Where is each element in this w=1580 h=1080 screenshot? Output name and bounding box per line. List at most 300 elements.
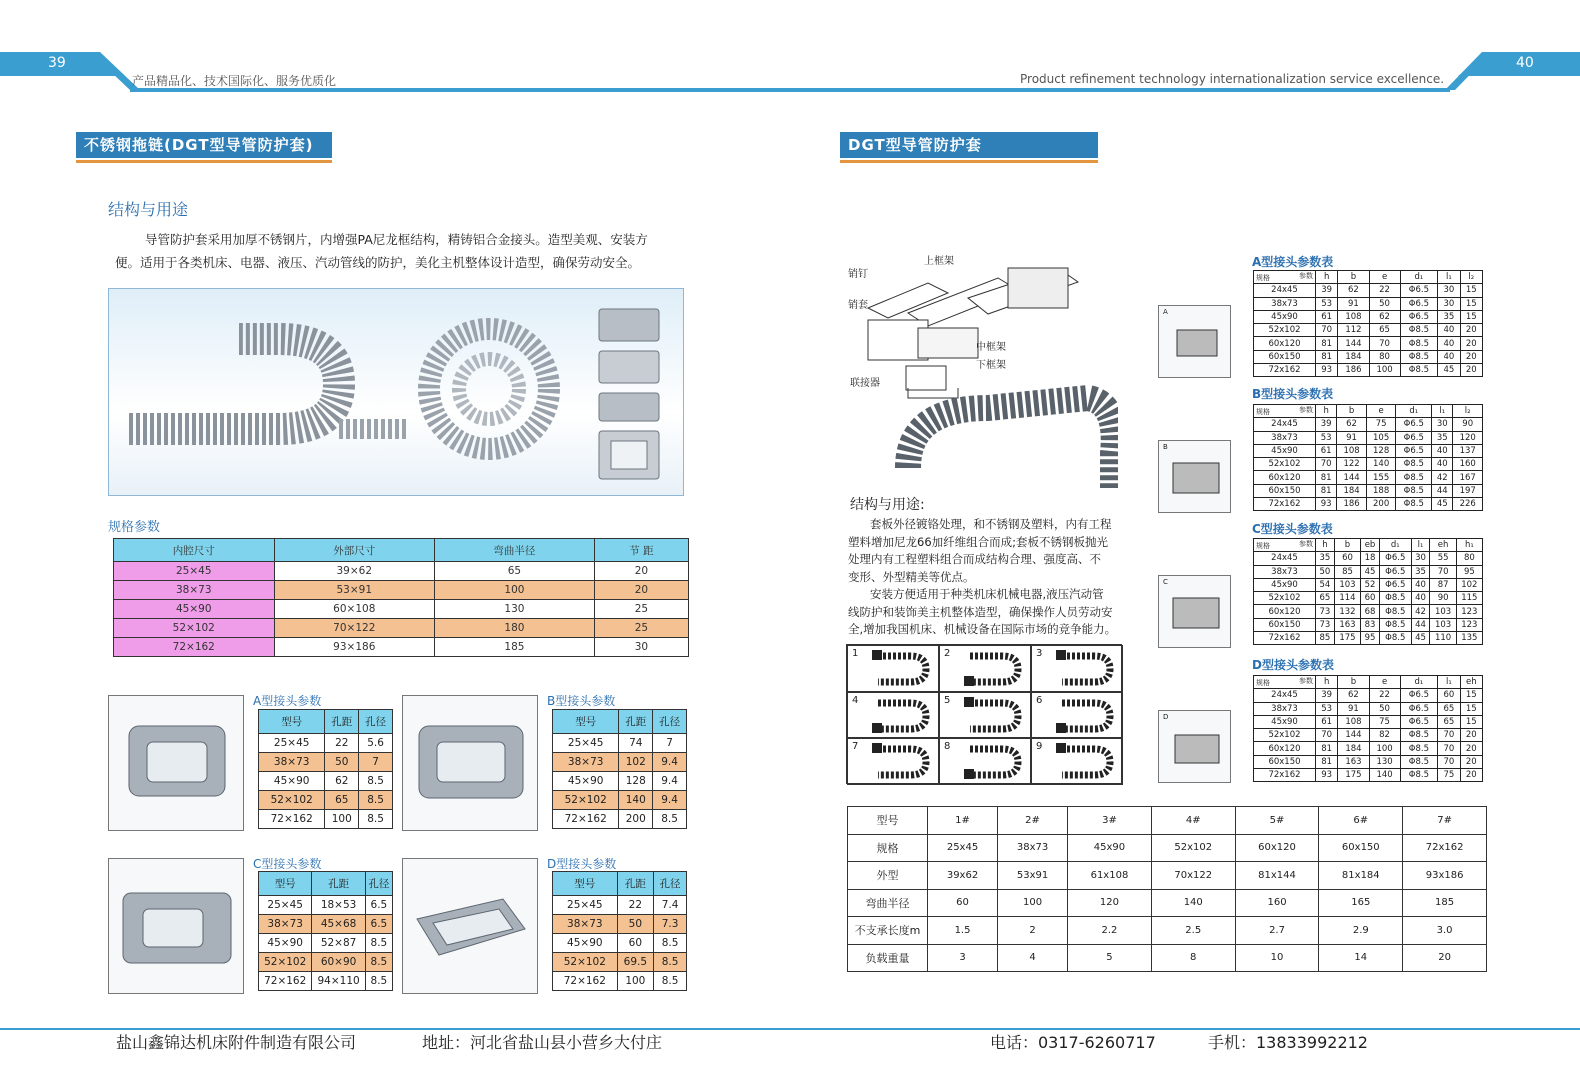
param-cell: 135 xyxy=(1456,632,1482,645)
param-table-b xyxy=(1253,404,1483,511)
joint-cell: 38×73 xyxy=(259,915,312,934)
right-text-line: 全,增加我国机床、机械设备在国际市场的竞争能力。 xyxy=(848,622,1117,636)
diag-param-label: 参数 xyxy=(1299,272,1313,280)
param-cell: 128 xyxy=(1366,444,1396,457)
param-cell: 60 xyxy=(1361,592,1380,605)
shape-cell xyxy=(939,738,1031,785)
joint-row xyxy=(259,734,393,753)
param-cell: 24x45 xyxy=(1254,552,1316,565)
param-cell: 52 xyxy=(1361,578,1380,591)
param-cell: 200 xyxy=(1366,498,1396,511)
param-cell: 226 xyxy=(1453,498,1483,511)
joint-a-title: A型接头参数 xyxy=(253,694,322,708)
param-cell: 100 xyxy=(1369,742,1400,755)
param-cell: 103 xyxy=(1334,578,1360,591)
right-section-title: DGT型导管防护套 xyxy=(840,132,1098,158)
param-header-cell: d₁ xyxy=(1379,539,1411,552)
param-cell: 22 xyxy=(1369,284,1400,297)
param-cell: 93 xyxy=(1316,498,1337,511)
param-cell: 15 xyxy=(1460,689,1482,702)
joint-cell: 18×53 xyxy=(312,896,365,915)
param-cell: 184 xyxy=(1337,484,1367,497)
param-cell: 45 xyxy=(1432,498,1453,511)
joint-cell: 100 xyxy=(617,972,653,991)
joint-cell: 50 xyxy=(617,915,653,934)
param-header-cell: l₁ xyxy=(1432,405,1453,418)
param-cell: 70 xyxy=(1438,755,1460,768)
param-table-c xyxy=(1253,538,1483,645)
param-row xyxy=(1254,578,1483,591)
param-cell: 52x102 xyxy=(1254,458,1316,471)
param-header-cell: d₁ xyxy=(1400,271,1438,284)
left-heading: 结构与用途 xyxy=(108,200,189,219)
diag-spec-label: 规格 xyxy=(1256,679,1270,688)
product-photo xyxy=(108,288,684,496)
param-cell: 144 xyxy=(1338,729,1369,742)
summary-row xyxy=(848,862,1487,890)
param-row xyxy=(1254,484,1483,497)
param-cell: 54 xyxy=(1316,578,1335,591)
joint-row xyxy=(553,810,687,829)
joint-row xyxy=(259,934,393,953)
joint-header-cell: 孔径 xyxy=(653,710,687,734)
param-cell: 38x73 xyxy=(1254,431,1316,444)
param-cell: 81 xyxy=(1316,484,1337,497)
joint-row xyxy=(259,753,393,772)
param-cell: 93 xyxy=(1316,769,1338,782)
joint-cell: 8.5 xyxy=(654,934,687,953)
param-cell: 60x150 xyxy=(1254,755,1316,768)
param-cell: 62 xyxy=(1338,284,1369,297)
summary-cell: 72x162 xyxy=(1403,834,1487,862)
param-cell: 60x120 xyxy=(1254,471,1316,484)
summary-cell: 52x102 xyxy=(1151,834,1235,862)
param-cell: 60 xyxy=(1334,552,1360,565)
joint-cell: 45×90 xyxy=(259,772,325,791)
param-cell: 15 xyxy=(1460,297,1482,310)
spec-header-cell: 节 距 xyxy=(594,539,688,562)
summary-row xyxy=(848,807,1487,835)
summary-cell: 53x91 xyxy=(998,862,1068,890)
summary-cell: 3.0 xyxy=(1403,917,1487,945)
param-cell: 91 xyxy=(1338,702,1369,715)
summary-cell: 61x108 xyxy=(1068,862,1152,890)
summary-cell: 规格 xyxy=(848,834,928,862)
param-cell: 38x73 xyxy=(1254,565,1316,578)
param-cell: 42 xyxy=(1411,605,1430,618)
spec-cell: 65 xyxy=(435,562,595,581)
joint-c-table xyxy=(258,871,393,991)
param-cell: 30 xyxy=(1438,284,1460,297)
param-cell: 80 xyxy=(1369,350,1400,363)
joint-header-row xyxy=(553,710,687,734)
param-cell: 82 xyxy=(1369,729,1400,742)
param-cell: 103 xyxy=(1430,618,1456,631)
spec-cell: 130 xyxy=(435,600,595,619)
param-cell: 91 xyxy=(1337,431,1367,444)
param-cell: 62 xyxy=(1369,310,1400,323)
joint-header-row xyxy=(259,710,393,734)
thumb-a xyxy=(1158,305,1231,378)
joint-row xyxy=(553,734,687,753)
joint-row xyxy=(259,810,393,829)
joint-cell: 5.6 xyxy=(359,734,393,753)
param-cell: 95 xyxy=(1456,565,1482,578)
joint-row xyxy=(553,791,687,810)
param-cell: 112 xyxy=(1338,324,1369,337)
param-cell: 122 xyxy=(1337,458,1367,471)
param-cell: 72x162 xyxy=(1254,498,1316,511)
joint-a-table xyxy=(258,709,393,829)
param-cell: 73 xyxy=(1316,618,1335,631)
summary-cell: 70x122 xyxy=(1151,862,1235,890)
joint-cell: 52×87 xyxy=(312,934,365,953)
joint-header-row xyxy=(553,872,687,896)
param-cell: 70 xyxy=(1369,337,1400,350)
param-cell: 186 xyxy=(1337,498,1367,511)
param-row xyxy=(1254,471,1483,484)
joint-cell: 7.4 xyxy=(654,896,687,915)
param-cell: 44 xyxy=(1411,618,1430,631)
param-cell: 175 xyxy=(1338,769,1369,782)
label-pin: 销钉 xyxy=(848,269,868,280)
spec-cell: 53×91 xyxy=(274,581,435,600)
right-text-line: 安装方便适用于种类机床机械电器,液压汽动管 xyxy=(870,587,1104,601)
mounting-shapes-grid xyxy=(846,644,1122,784)
param-cell: Φ8.5 xyxy=(1400,337,1438,350)
param-cell: 38x73 xyxy=(1254,297,1316,310)
param-row xyxy=(1254,444,1483,457)
summary-cell: 2.7 xyxy=(1235,917,1319,945)
joint-cell: 52×102 xyxy=(553,791,619,810)
thumb-letter: D xyxy=(1163,713,1169,721)
spec-cell: 45×90 xyxy=(114,600,275,619)
param-cell: 70 xyxy=(1316,324,1338,337)
param-cell: 144 xyxy=(1337,471,1367,484)
table-b-title: B型接头参数表 xyxy=(1252,387,1334,401)
spec-row xyxy=(114,581,689,600)
param-cell: 81 xyxy=(1316,350,1338,363)
joint-cell: 128 xyxy=(619,772,653,791)
summary-cell: 弯曲半径 xyxy=(848,889,928,917)
param-cell: 87 xyxy=(1430,578,1456,591)
param-cell: 45x90 xyxy=(1254,715,1316,728)
param-cell: 53 xyxy=(1316,297,1338,310)
joint-cell: 72×162 xyxy=(553,972,618,991)
joint-cell: 65 xyxy=(325,791,359,810)
param-cell: 61 xyxy=(1316,310,1338,323)
joint-d-table xyxy=(552,871,687,991)
spec-cell: 185 xyxy=(435,638,595,657)
shape-number: 6 xyxy=(1036,694,1043,706)
param-header-cell: b xyxy=(1334,539,1360,552)
spec-row xyxy=(114,562,689,581)
param-cell: 160 xyxy=(1453,458,1483,471)
joint-cell: 60 xyxy=(617,934,653,953)
param-cell: 39 xyxy=(1316,689,1338,702)
summary-cell: 81x184 xyxy=(1319,862,1403,890)
joint-cell: 7 xyxy=(653,734,687,753)
spec-cell: 70×122 xyxy=(274,619,435,638)
joint-cell: 8.5 xyxy=(365,953,392,972)
joint-row xyxy=(553,953,687,972)
param-cell: 35 xyxy=(1411,565,1430,578)
summary-cell: 不支承长度m xyxy=(848,917,928,945)
summary-cell: 100 xyxy=(998,889,1068,917)
right-text-line: 塑料增加尼龙66加纤维组合而成;套板不锈钢板抛光 xyxy=(848,534,1109,549)
joint-header-cell: 孔径 xyxy=(365,872,392,896)
param-cell: 115 xyxy=(1456,592,1482,605)
param-cell: 83 xyxy=(1361,618,1380,631)
shape-number: 8 xyxy=(944,741,951,753)
param-cell: Φ8.5 xyxy=(1400,364,1438,377)
right-text-line: 套板外径镀铬处理，和不锈钢及塑料，内有工程 xyxy=(870,517,1112,531)
summary-cell: 2.2 xyxy=(1068,917,1152,945)
param-cell: 140 xyxy=(1366,458,1396,471)
param-cell: 73 xyxy=(1316,605,1335,618)
param-cell: 50 xyxy=(1316,565,1335,578)
joint-cell: 6.5 xyxy=(365,915,392,934)
param-cell: 45x90 xyxy=(1254,310,1316,323)
param-cell: 80 xyxy=(1456,552,1482,565)
spec-header-cell: 内腔尺寸 xyxy=(114,539,275,562)
joint-d-photo xyxy=(402,858,538,994)
param-cell: 175 xyxy=(1334,632,1360,645)
joint-cell: 72×162 xyxy=(259,972,312,991)
param-row xyxy=(1254,431,1483,444)
param-cell: 108 xyxy=(1338,310,1369,323)
joint-header-cell: 孔距 xyxy=(619,710,653,734)
param-cell: 20 xyxy=(1460,337,1482,350)
shape-number: 5 xyxy=(944,694,951,706)
joint-header-cell: 型号 xyxy=(553,710,619,734)
joint-cell: 72×162 xyxy=(553,810,619,829)
summary-table xyxy=(847,806,1487,972)
joint-header-cell: 型号 xyxy=(259,872,312,896)
joint-cell: 45×68 xyxy=(312,915,365,934)
param-cell: Φ8.5 xyxy=(1379,592,1411,605)
param-cell: 93 xyxy=(1316,364,1338,377)
param-header-row xyxy=(1254,539,1483,552)
joint-cell: 38×73 xyxy=(553,915,618,934)
summary-cell: 4 xyxy=(998,944,1068,972)
right-text-line: 变形、外型精美等优点。 xyxy=(848,569,975,584)
left-para-2: 便。适用于各类机床、电器、液压、汽动管线的防护，美化主机整体设计造型，确保劳动安全。 xyxy=(115,255,641,270)
param-header-cell: b xyxy=(1337,405,1367,418)
param-cell: 65 xyxy=(1438,715,1460,728)
spec-table xyxy=(113,538,689,657)
diag-param-label: 参数 xyxy=(1299,677,1313,685)
shape-cell xyxy=(1031,645,1123,692)
right-text-line: 线防护和装饰美主机整体造型，确保操作人员劳动安 xyxy=(848,604,1113,619)
shape-cell xyxy=(939,692,1031,739)
summary-cell: 140 xyxy=(1151,889,1235,917)
param-cell: 45 xyxy=(1361,565,1380,578)
summary-cell: 60 xyxy=(928,889,998,917)
param-cell: 60x150 xyxy=(1254,484,1316,497)
param-header-row xyxy=(1254,676,1483,689)
param-cell: 53 xyxy=(1316,702,1338,715)
param-cell: 130 xyxy=(1369,755,1400,768)
left-slogan: 产品精品化、技术国际化、服务优质化 xyxy=(132,74,337,88)
joint-cell: 94×110 xyxy=(312,972,365,991)
param-header-cell: h xyxy=(1316,676,1338,689)
joint-d-title: D型接头参数 xyxy=(547,857,617,871)
param-header-cell: b xyxy=(1338,271,1369,284)
param-table-d xyxy=(1253,675,1483,782)
summary-cell: 14 xyxy=(1319,944,1403,972)
param-cell: 90 xyxy=(1430,592,1456,605)
param-cell: 100 xyxy=(1369,364,1400,377)
param-cell: 68 xyxy=(1361,605,1380,618)
param-cell: 65 xyxy=(1316,592,1335,605)
summary-cell: 1# xyxy=(928,807,998,835)
param-cell: Φ8.5 xyxy=(1396,484,1432,497)
summary-cell: 120 xyxy=(1068,889,1152,917)
param-cell: 75 xyxy=(1438,769,1460,782)
shape-cell xyxy=(847,692,939,739)
summary-cell: 20 xyxy=(1403,944,1487,972)
spec-row xyxy=(114,638,689,657)
param-cell: 95 xyxy=(1361,632,1380,645)
summary-cell: 2 xyxy=(998,917,1068,945)
param-cell: 60 xyxy=(1438,689,1460,702)
thumb-letter: A xyxy=(1163,308,1168,316)
param-cell: Φ6.5 xyxy=(1400,310,1438,323)
param-cell: 90 xyxy=(1453,418,1483,431)
left-section-title: 不锈钢拖链(DGT型导管防护套) xyxy=(76,132,332,158)
joint-cell: 102 xyxy=(619,753,653,772)
param-cell: 144 xyxy=(1338,337,1369,350)
param-cell: 53 xyxy=(1316,431,1337,444)
spec-cell: 25×45 xyxy=(114,562,275,581)
joint-cell: 200 xyxy=(619,810,653,829)
param-cell: 163 xyxy=(1338,755,1369,768)
param-cell: 45x90 xyxy=(1254,578,1316,591)
diag-spec-label: 规格 xyxy=(1256,274,1270,283)
param-cell: Φ8.5 xyxy=(1396,458,1432,471)
spec-cell: 25 xyxy=(594,600,688,619)
param-cell: 62 xyxy=(1337,418,1367,431)
table-a-title: A型接头参数表 xyxy=(1252,255,1334,269)
joint-header-cell: 孔距 xyxy=(312,872,365,896)
thumb-c xyxy=(1158,575,1231,648)
param-cell: 120 xyxy=(1453,431,1483,444)
joint-cell: 140 xyxy=(619,791,653,810)
spec-row xyxy=(114,600,689,619)
exploded-diagram xyxy=(848,248,1118,498)
param-row xyxy=(1254,769,1483,782)
spec-cell: 30 xyxy=(594,638,688,657)
joint-cell: 60×90 xyxy=(312,953,365,972)
right-description xyxy=(848,516,1128,639)
param-cell: Φ6.5 xyxy=(1396,444,1432,457)
param-cell: 75 xyxy=(1369,715,1400,728)
spec-header-cell: 外部尺寸 xyxy=(274,539,435,562)
param-cell: 184 xyxy=(1338,350,1369,363)
label-mid-frame: 中框架 xyxy=(976,342,1006,353)
param-cell: 85 xyxy=(1334,565,1360,578)
param-cell: 40 xyxy=(1411,592,1430,605)
param-header-cell: l₂ xyxy=(1460,271,1482,284)
param-header-cell: b xyxy=(1338,676,1369,689)
param-row xyxy=(1254,632,1483,645)
param-header-cell: h xyxy=(1316,539,1335,552)
cable-chain-illustration xyxy=(109,289,685,497)
param-cell: 39 xyxy=(1316,418,1337,431)
param-diag-cell xyxy=(1254,405,1316,418)
joint-cell: 8.5 xyxy=(359,810,393,829)
joint-cell: 45×90 xyxy=(553,772,619,791)
param-cell: 188 xyxy=(1366,484,1396,497)
thumb-d xyxy=(1158,710,1231,783)
spec-title: 规格参数 xyxy=(108,520,161,535)
param-cell: 75 xyxy=(1366,418,1396,431)
param-header-cell: l₁ xyxy=(1438,676,1460,689)
param-cell: 140 xyxy=(1369,769,1400,782)
param-cell: Φ8.5 xyxy=(1396,498,1432,511)
param-cell: Φ6.5 xyxy=(1400,284,1438,297)
param-header-cell: l₂ xyxy=(1453,405,1483,418)
param-cell: 15 xyxy=(1460,310,1482,323)
param-cell: 38x73 xyxy=(1254,702,1316,715)
shape-number: 3 xyxy=(1036,648,1043,659)
joint-row xyxy=(553,972,687,991)
param-header-cell: l₁ xyxy=(1438,271,1460,284)
label-connector: 联接器 xyxy=(850,378,880,389)
param-cell: 81 xyxy=(1316,337,1338,350)
joint-cell: 8.5 xyxy=(359,791,393,810)
joint-cell: 25×45 xyxy=(259,896,312,915)
param-cell: 197 xyxy=(1453,484,1483,497)
joint-cell: 8.5 xyxy=(365,972,392,991)
summary-cell: 93x186 xyxy=(1403,862,1487,890)
diag-param-label: 参数 xyxy=(1299,406,1313,414)
param-cell: 85 xyxy=(1316,632,1335,645)
param-diag-cell xyxy=(1254,539,1316,552)
shape-number: 1 xyxy=(852,648,859,659)
summary-cell: 185 xyxy=(1403,889,1487,917)
param-cell: 40 xyxy=(1432,444,1453,457)
summary-cell: 39x62 xyxy=(928,862,998,890)
param-cell: 20 xyxy=(1460,364,1482,377)
param-row xyxy=(1254,729,1483,742)
param-cell: Φ8.5 xyxy=(1400,324,1438,337)
param-cell: 20 xyxy=(1460,769,1482,782)
param-cell: 30 xyxy=(1432,418,1453,431)
param-cell: 110 xyxy=(1430,632,1456,645)
joint-header-cell: 型号 xyxy=(259,710,325,734)
param-cell: 52x102 xyxy=(1254,729,1316,742)
summary-cell: 5# xyxy=(1235,807,1319,835)
shape-number: 2 xyxy=(944,648,951,659)
summary-cell: 4# xyxy=(1151,807,1235,835)
joint-header-cell: 型号 xyxy=(553,872,618,896)
param-cell: 72x162 xyxy=(1254,632,1316,645)
param-cell: 167 xyxy=(1453,471,1483,484)
param-cell: 70 xyxy=(1438,742,1460,755)
spec-cell: 180 xyxy=(435,619,595,638)
summary-cell: 2# xyxy=(998,807,1068,835)
param-cell: Φ6.5 xyxy=(1400,702,1438,715)
shape-number: 7 xyxy=(852,741,859,753)
joint-cell: 7 xyxy=(359,753,393,772)
param-cell: 42 xyxy=(1432,471,1453,484)
footer-company: 盐山鑫锦达机床附件制造有限公司 xyxy=(116,1033,357,1052)
joint-row xyxy=(259,791,393,810)
param-cell: 60x150 xyxy=(1254,350,1316,363)
spec-cell: 52×102 xyxy=(114,619,275,638)
